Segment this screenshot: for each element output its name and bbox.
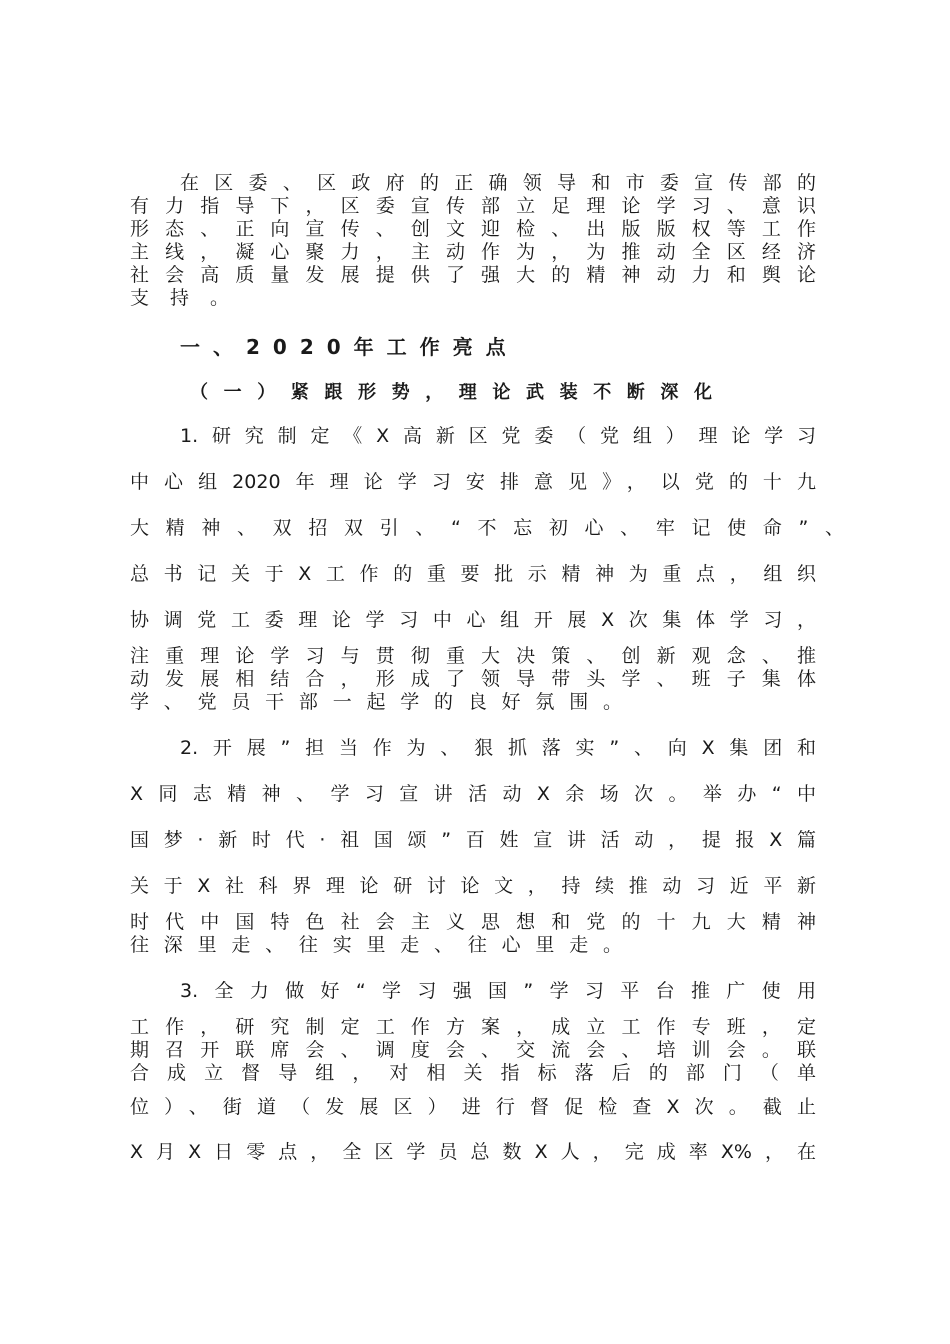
item1-line-7: 动发展相结合，形成了领导带头学、班子集体 — [130, 668, 816, 690]
item2-line-3: 国梦·新时代·祖国颂”百姓宣讲活动，提报X篇 — [130, 829, 816, 851]
item3-line-3: 期召开联席会、调度会、交流会、培训会。联 — [130, 1039, 816, 1061]
section-heading: 一、2020年工作亮点 — [180, 335, 519, 359]
item3-line-2: 工作，研究制定工作方案，成立工作专班，定 — [130, 1016, 816, 1038]
intro-line-4: 主线，凝心聚力，主动作为，为推动全区经济 — [130, 241, 816, 263]
item3-line-6: X月X日零点，全区学员总数X人，完成率X%，在 — [130, 1141, 816, 1163]
subsection-heading: （一）紧跟形势，理论武装不断深化 — [190, 382, 712, 403]
item2-line-1: 2.开展”担当作为、狠抓落实”、向X集团和 — [180, 737, 816, 759]
item1-line-4: 总书记关于X工作的重要批示精神为重点，组织 — [130, 563, 816, 585]
item1-line-5: 协调党工委理论学习中心组开展X次集体学习， — [130, 609, 816, 631]
intro-line-5: 社会高质量发展提供了强大的精神动力和舆论 — [130, 264, 816, 286]
intro-line-3: 形态、正向宣传、创文迎检、出版版权等工作 — [130, 218, 816, 240]
item1-line-1: 1.研究制定《X高新区党委（党组）理论学习 — [180, 425, 816, 447]
item3-line-1: 3.全力做好“学习强国”学习平台推广使用 — [180, 980, 816, 1002]
intro-line-6: 支持。 — [130, 287, 251, 309]
item1-line-3: 大精神、双招双引、“不忘初心、牢记使命”、 — [130, 517, 844, 539]
item2-line-4: 关于X社科界理论研讨论文，持续推动习近平新 — [130, 875, 816, 897]
item2-line-6: 往深里走、往实里走、往心里走。 — [130, 934, 622, 956]
intro-line-1: 在区委、区政府的正确领导和市委宣传部的 — [180, 172, 816, 194]
item1-line-6: 注重理论学习与贯彻重大决策、创新观念、推 — [130, 645, 816, 667]
item3-line-5: 位）、街道（发展区）进行督促检查X次。截止 — [130, 1096, 816, 1118]
item3-line-4: 合成立督导组，对相关指标落后的部门（单 — [130, 1062, 816, 1084]
intro-line-2: 有力指导下，区委宣传部立足理论学习、意识 — [130, 195, 816, 217]
item2-line-5: 时代中国特色社会主义思想和党的十九大精神 — [130, 911, 816, 933]
item1-line-2: 中心组2020年理论学习安排意见》，以党的十九 — [130, 471, 816, 493]
item1-line-8: 学、党员干部一起学的良好氛围。 — [130, 691, 622, 713]
item2-line-2: X同志精神、学习宣讲活动X余场次。举办“中 — [130, 783, 816, 805]
